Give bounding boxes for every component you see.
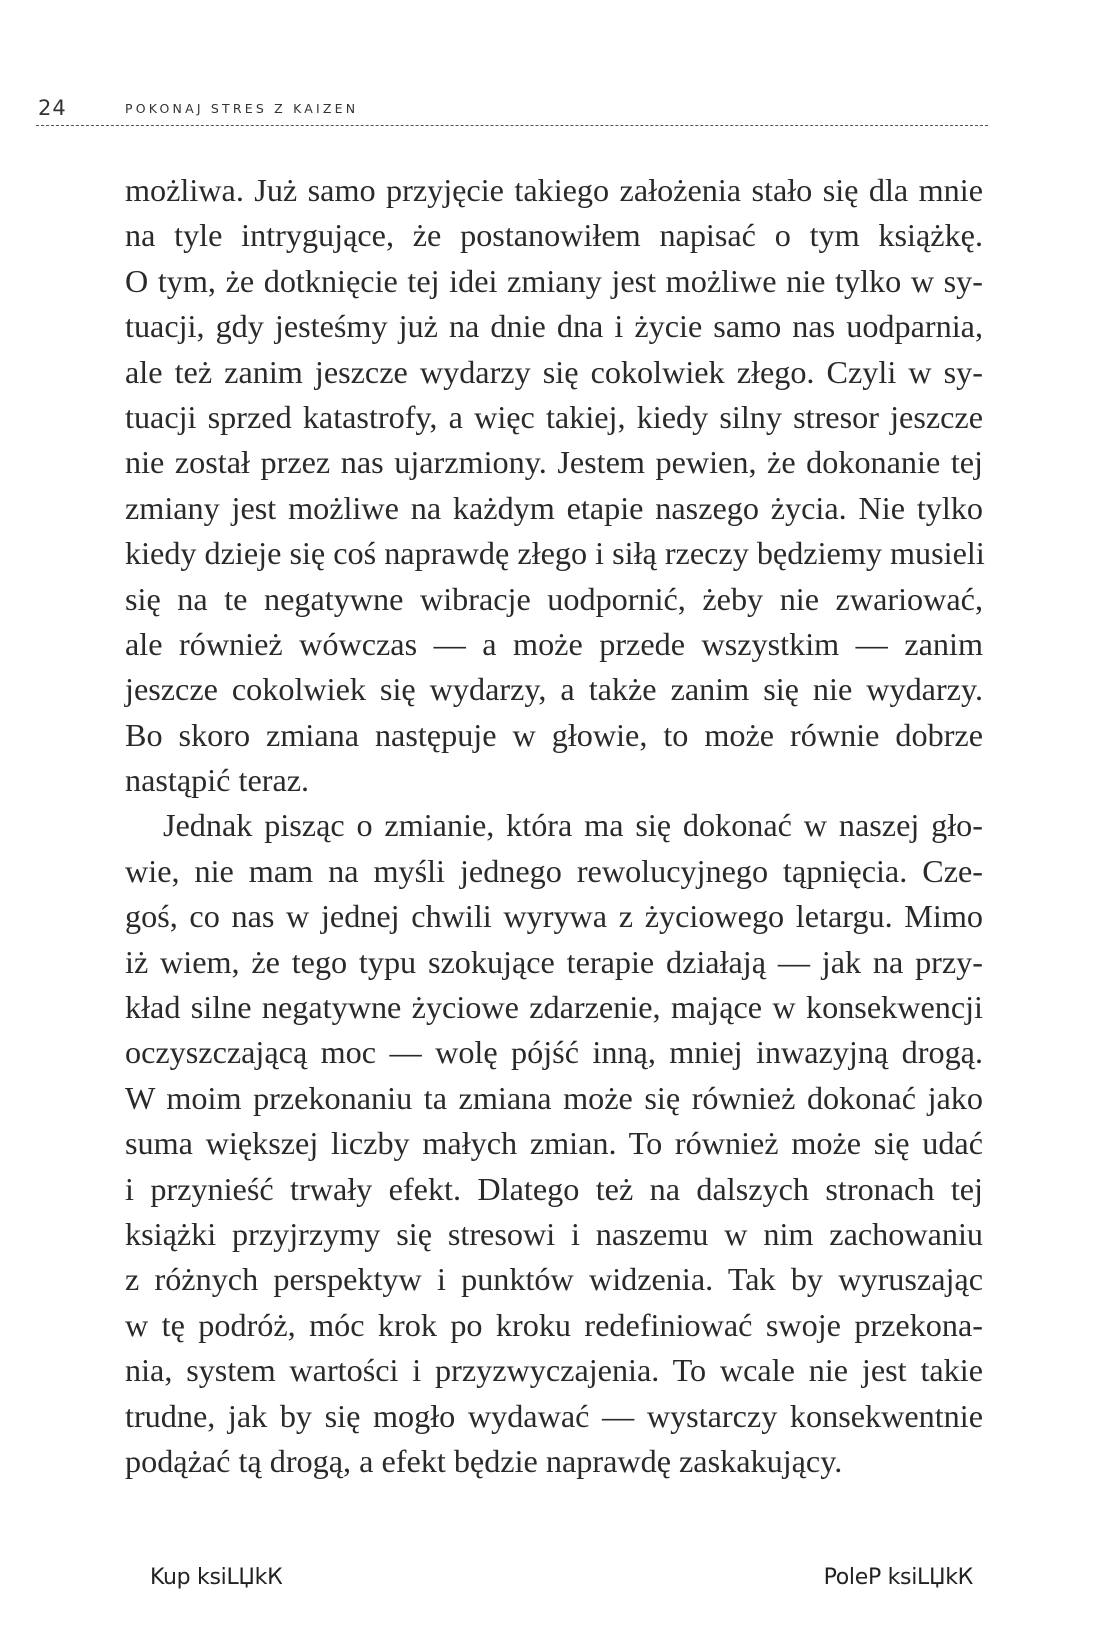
text-line: podążać tą drogą, a efekt będzie naprawdę zaskakujący. <box>125 1442 843 1479</box>
text-line: nie został przez nas ujarzmiony. Jestem pewien, że dokonanie tej <box>125 444 983 481</box>
text-line: tuacji, gdy jesteśmy już na dnie dna i życie samo nas uodparnia, <box>125 308 983 345</box>
text-line: Bo skoro zmiana następuje w głowie, to może równie dobrze <box>125 716 983 753</box>
text-line: iż wiem, że tego typu szokujące terapie działają — jak na przy- <box>125 943 983 980</box>
text-line: zmiany jest możliwe na każdym etapie naszego życia. Nie tylko <box>125 489 983 526</box>
text-line: się na te negatywne wibracje uodpornić, żeby nie zwariować, <box>125 580 983 617</box>
text-line: ale również wówczas — a może przede wszystkim — zanim <box>125 625 983 662</box>
page-header <box>38 96 988 128</box>
text-line: suma większej liczby małych zmian. To również może się udać <box>125 1125 983 1162</box>
text-line: jeszcze cokolwiek się wydarzy, a także zanim się nie wydarzy. <box>125 671 983 708</box>
text-line: ale też zanim jeszcze wydarzy się cokolwiek złego. Czyli w sy- <box>125 353 983 390</box>
paragraph-1 <box>125 168 983 803</box>
text-line: oczyszczającą moc — wolę pójść inną, mniej inwazyjną drogą. <box>125 1034 983 1071</box>
text-line: możliwa. Już samo przyjęcie takiego założenia stało się dla mnie <box>125 172 983 208</box>
recommend-book-link[interactable]: PoleР ksiLЏkК <box>823 1565 973 1590</box>
running-title: POKONAJ STRES Z KAIZEN <box>125 101 359 116</box>
text-line: O tym, że dotknięcie tej idei zmiany jest możliwe nie tylko w sy- <box>125 262 983 299</box>
text-line: tuacji sprzed katastrofy, a więc takiej, kiedy silny stresor jeszcze <box>125 398 983 435</box>
body-text <box>125 168 983 1484</box>
text-line: kład silne negatywne życiowe zdarzenie, mające w konsekwencji <box>125 989 983 1026</box>
text-line: na tyle intrygujące, że postanowiłem napisać o tym książkę. <box>125 217 983 254</box>
text-line: nastąpić teraz. <box>125 762 310 799</box>
text-line: W moim przekonaniu ta zmiana może się również dokonać jako <box>125 1079 983 1116</box>
text-line: trudne, jak by się mogło wydawać — wystarczy konsekwentnie <box>125 1397 983 1434</box>
page-number: 24 <box>38 96 67 120</box>
header-divider <box>36 125 988 126</box>
text-line: wie, nie mam na myśli jednego rewolucyjnego tąpnięcia. Cze- <box>125 852 983 889</box>
text-line: książki przyjrzymy się stresowi i naszemu w nim zachowaniu <box>125 1215 983 1252</box>
buy-book-link[interactable]: Kup ksiLЏkК <box>150 1565 283 1590</box>
text-line: i przynieść trwały efekt. Dlatego też na dalszych stronach tej <box>125 1170 983 1207</box>
text-line: Jednak pisząc o zmianie, która ma się dokonać w naszej gło- <box>163 807 983 844</box>
text-line: kiedy dzieje się coś naprawdę złego i siłą rzeczy będziemy musieli <box>125 535 985 572</box>
text-line: goś, co nas w jednej chwili wyrywa z życiowego letargu. Mimo <box>125 898 983 935</box>
text-line: w tę podróż, móc krok po kroku redefiniować swoje przekona- <box>125 1306 983 1343</box>
text-line: nia, system wartości i przyzwyczajenia. To wcale nie jest takie <box>125 1352 983 1389</box>
text-line: z różnych perspektyw i punktów widzenia. Tak by wyruszając <box>125 1261 983 1298</box>
paragraph-2 <box>125 803 983 1484</box>
